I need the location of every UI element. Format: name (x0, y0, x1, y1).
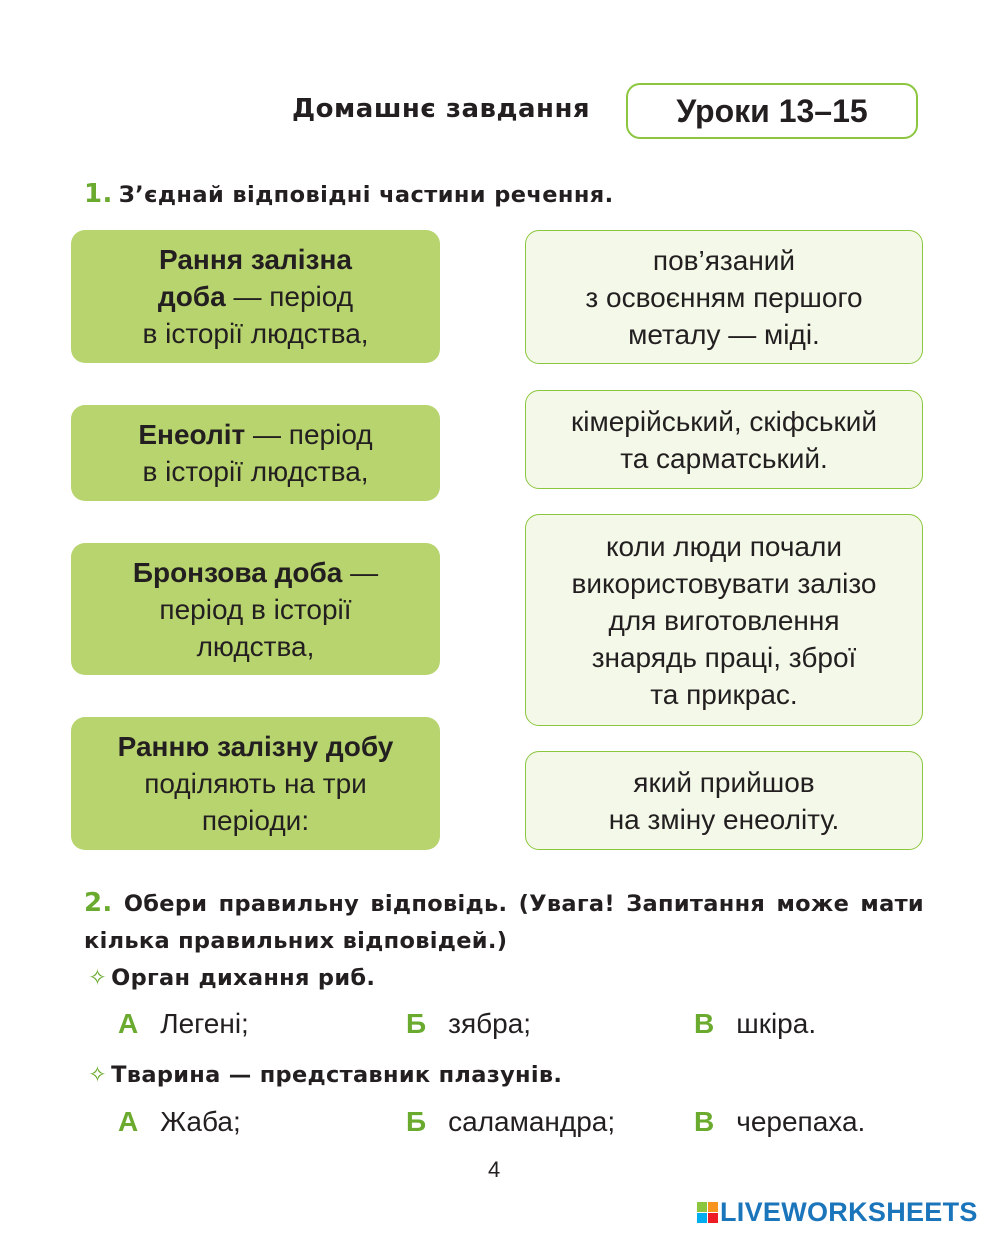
option-text: саламандра; (448, 1106, 616, 1137)
left-card-text: — період в історії людства, (142, 281, 369, 349)
task1-heading (84, 179, 614, 209)
logo-blocks-icon (697, 1202, 718, 1223)
task1-instruction: З’єднай відповідні частини речення. (118, 182, 614, 208)
option-letter: В (694, 1008, 715, 1039)
left-card-text: — період в історії людства, (142, 419, 373, 487)
option-text: Жаба; (160, 1106, 241, 1137)
q1-option-b[interactable] (406, 1008, 531, 1040)
option-letter: Б (406, 1008, 427, 1039)
right-card-1[interactable] (525, 230, 923, 364)
star-bullet-icon: ✧ (88, 965, 108, 991)
task2-instruction: Обери правильну відповідь. (Увага! Запитання може мати кілька правильних відповідей.) (84, 891, 924, 954)
q2-option-c[interactable] (694, 1106, 865, 1138)
left-card-text: — період в історії людства, (159, 556, 379, 662)
homework-title: Домашнє завдання (292, 94, 591, 124)
left-card-3[interactable] (71, 543, 440, 675)
task1-number: 1. (84, 179, 113, 209)
question-text: Орган дихання риб. (111, 965, 376, 991)
question-1 (88, 965, 375, 991)
right-card-text: коли люди почали використовувати залізо для виготовлення знарядь праці, зброї та прикрас. (571, 530, 877, 710)
star-bullet-icon: ✧ (88, 1062, 108, 1088)
right-card-text: пов’язаний з освоєнням першого металу — міді. (585, 244, 863, 350)
logo-text: LIVEWORKSHEETS (720, 1197, 978, 1227)
liveworksheets-logo (697, 1197, 978, 1228)
option-letter: В (694, 1106, 715, 1137)
option-text: шкіра. (736, 1008, 817, 1039)
q1-option-a[interactable] (118, 1008, 249, 1040)
left-card-bold: Рання залізна доба (157, 244, 352, 312)
option-letter: Б (406, 1106, 427, 1137)
right-card-text: який прийшов на зміну енеоліту. (608, 766, 840, 835)
left-card-text: поділяють на три періоди: (144, 768, 367, 836)
q2-option-a[interactable] (118, 1106, 241, 1138)
question-2 (88, 1062, 562, 1088)
left-card-bold: Енеоліт (138, 419, 246, 450)
left-card-bold: Ранню залізну добу (117, 731, 394, 762)
left-card-bold: Бронзова доба (132, 556, 343, 588)
task2-number: 2. (84, 888, 113, 918)
right-card-3[interactable] (525, 514, 923, 726)
right-card-4[interactable] (525, 751, 923, 850)
option-text: черепаха. (736, 1106, 866, 1137)
lesson-range-badge: Уроки 13–15 (626, 83, 918, 139)
question-text: Тварина — представник плазунів. (111, 1062, 563, 1088)
left-card-4[interactable] (71, 717, 440, 850)
option-text: зябра; (448, 1008, 532, 1039)
task2-heading (84, 885, 924, 960)
left-card-2[interactable] (71, 405, 440, 501)
right-card-text: кімерійський, скіфський та сарматський. (570, 405, 878, 474)
right-card-2[interactable] (525, 390, 923, 489)
left-card-1[interactable] (71, 230, 440, 363)
option-text: Легені; (160, 1008, 249, 1039)
option-letter: А (118, 1106, 139, 1137)
q1-option-c[interactable] (694, 1008, 816, 1040)
option-letter: А (118, 1008, 139, 1039)
page-number: 4 (488, 1157, 501, 1182)
q2-option-b[interactable] (406, 1106, 615, 1138)
